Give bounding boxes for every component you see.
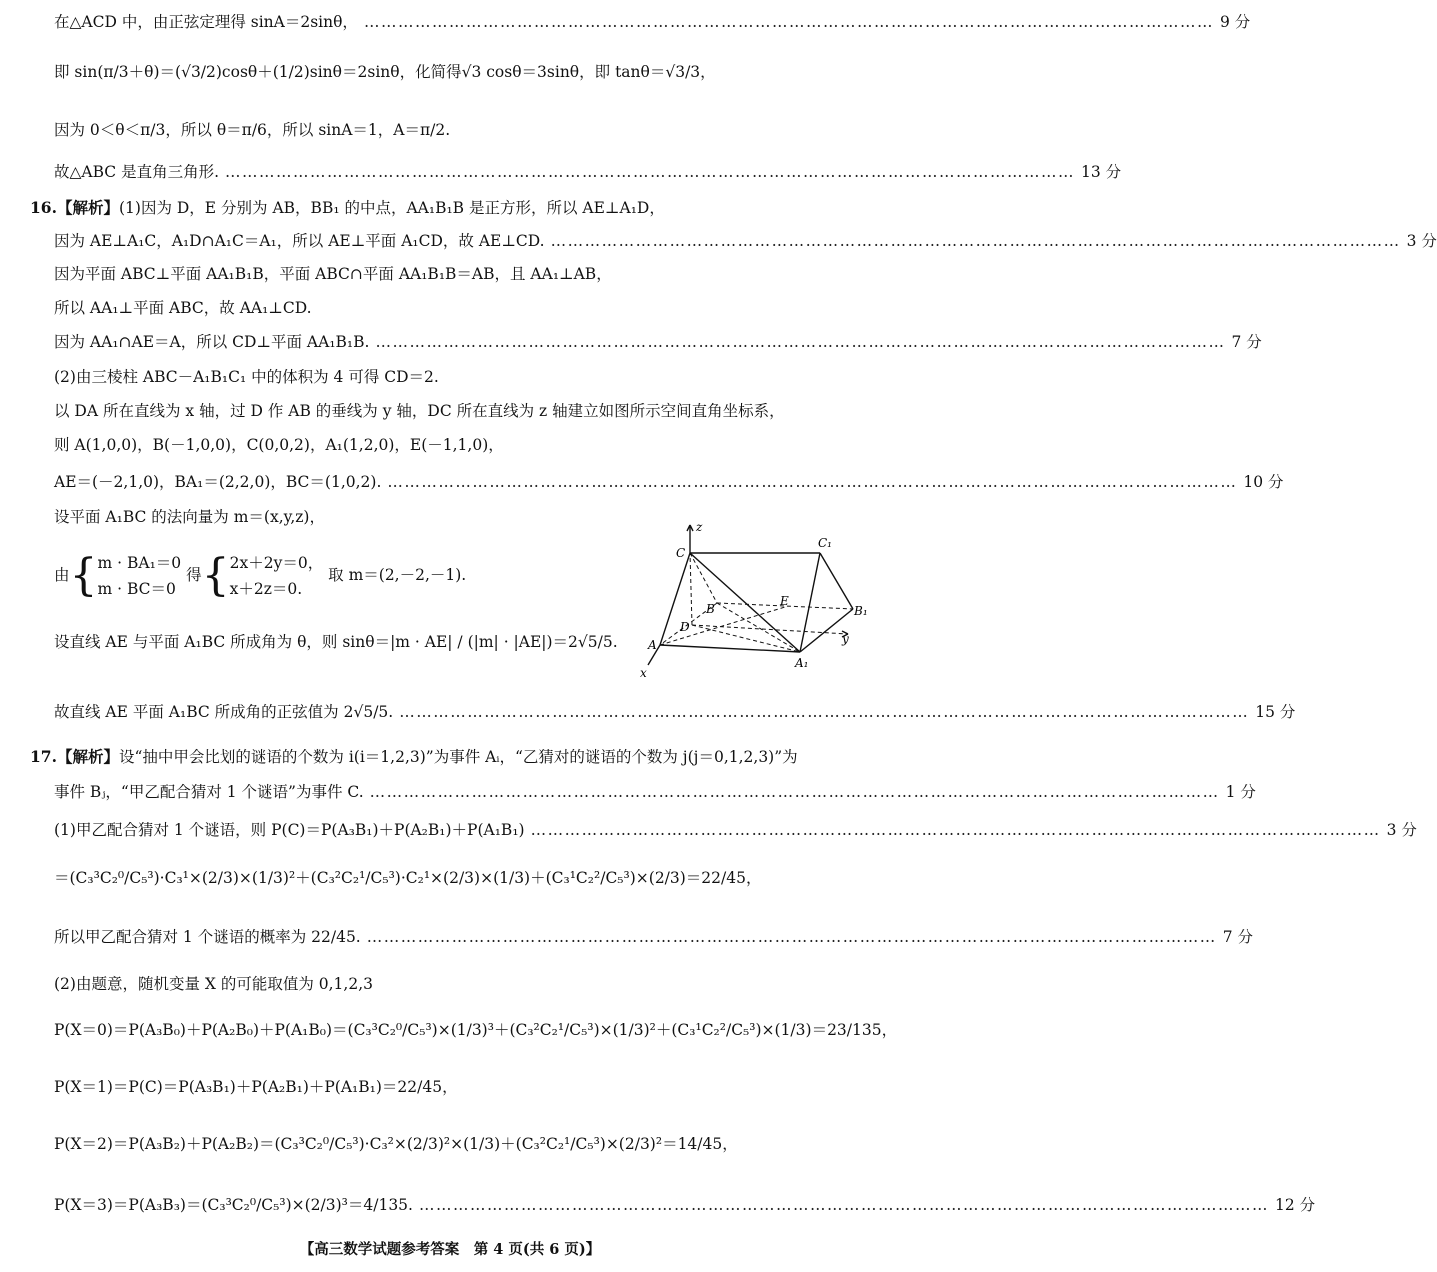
answer-line <box>54 296 870 320</box>
line-text: 设平面 A₁BC 的法向量为 m＝(x,y,z)， <box>54 508 325 526</box>
brace-icon: { <box>69 550 98 601</box>
system-left <box>98 550 182 602</box>
answer-line <box>54 160 1122 184</box>
line-text: P(X＝0)＝P(A₃B₀)＋P(A₂B₀)＋P(A₁B₀)＝(C₃³C₂⁰/C₅³)×(1/3)³＋(C₃²C₂¹/C₅³)×(1/3)²＋(C₃¹C₂²/C₅³)×(1/3)＝23/135， <box>54 1021 898 1039</box>
leader-dots: …………………………………………………………………………………………………………………………………… <box>363 13 1214 31</box>
answer-line <box>54 365 870 389</box>
line-text: 即 sin(π/3＋θ)＝(√3/2)cosθ＋(1/2)sinθ＝2sinθ，化简得√3 cosθ＝3sinθ，即 tanθ＝√3/3， <box>54 63 716 81</box>
system-right <box>230 550 324 602</box>
answer-line <box>54 925 1254 949</box>
line-text: 故△ABC 是直角三角形. <box>54 163 220 181</box>
brace-icon: { <box>201 550 230 601</box>
leader-dots: …………………………………………………………………………………………………………………………………… <box>375 333 1226 351</box>
answer-line <box>54 330 1262 354</box>
fig-label: z <box>696 520 703 534</box>
line-text: 因为平面 ABC⊥平面 AA₁B₁B，平面 ABC∩平面 AA₁B₁B＝AB，且 AA₁⊥AB， <box>54 265 612 283</box>
fig-label: A₁ <box>795 656 809 670</box>
score-label: 3 分 <box>1406 232 1437 250</box>
answer-line <box>54 866 870 890</box>
answer-line <box>54 1132 870 1156</box>
fig-label: E <box>780 594 789 608</box>
fig-label: A <box>648 638 657 652</box>
equation-system <box>54 545 610 605</box>
line-text: P(X＝2)＝P(A₃B₂)＋P(A₂B₂)＝(C₃³C₂⁰/C₅³)·C₃²×(2/3)²×(1/3)＋(C₃²C₂¹/C₅³)×(2/3)²＝14/45， <box>54 1135 738 1153</box>
leader-dots: …………………………………………………………………………………………………………………………………… <box>530 821 1381 839</box>
answer-line <box>54 818 1417 842</box>
fig-label: C₁ <box>818 536 832 550</box>
fig-label: y <box>842 632 849 646</box>
score-label: 7 分 <box>1231 333 1262 351</box>
leader-dots: …………………………………………………………………………………………………………………………………… <box>387 473 1238 491</box>
line-text: 因为 0＜θ＜π/3，所以 θ＝π/6，所以 sinA＝1，A＝π/2. <box>54 121 451 139</box>
score-label: 10 分 <box>1243 473 1284 491</box>
system-eq: x＋2z＝0. <box>229 580 303 598</box>
solution-tag: 【解析】 <box>56 747 119 766</box>
line-text: 设直线 AE 与平面 A₁BC 所成角为 θ，则 sinθ＝|m · AE| / (|m| · |AE|)＝2√5/5. <box>54 633 618 651</box>
answer-line <box>54 1018 898 1042</box>
answer-line <box>54 229 1437 253</box>
line-text: 得 <box>186 566 202 584</box>
line-text: (2)由题意，随机变量 X 的可能取值为 0,1,2,3 <box>54 975 373 993</box>
leader-dots: …………………………………………………………………………………………………………………………………… <box>418 1196 1269 1214</box>
line-text: P(X＝3)＝P(A₃B₃)＝(C₃³C₂⁰/C₅³)×(2/3)³＝4/135. <box>54 1196 413 1214</box>
line-text: 事件 Bⱼ，“甲乙配合猜对 1 个谜语”为事件 C. <box>54 783 364 801</box>
line-text: 所以 AA₁⊥平面 ABC，故 AA₁⊥CD. <box>54 299 312 317</box>
answer-line <box>54 972 870 996</box>
leader-dots: …………………………………………………………………………………………………………………………………… <box>550 232 1401 250</box>
leader-dots: …………………………………………………………………………………………………………………………………… <box>225 163 1076 181</box>
system-eq: m · BC＝0 <box>97 580 176 598</box>
leader-dots: …………………………………………………………………………………………………………………………………… <box>399 703 1250 721</box>
answer-line <box>54 780 1256 804</box>
problem-16-header <box>30 196 870 220</box>
line-text: 因为 AA₁∩AE＝A，所以 CD⊥平面 AA₁B₁B. <box>54 333 370 351</box>
answer-line <box>54 630 618 654</box>
leader-dots: …………………………………………………………………………………………………………………………………… <box>366 928 1217 946</box>
line-text: 设“抽中甲会比划的谜语的个数为 i(i＝1,2,3)”为事件 Aᵢ，“乙猜对的谜语的个数为 j(j＝0,1,2,3)”为 <box>118 748 798 766</box>
problem-number: 16. <box>30 198 57 217</box>
line-text: ＝(C₃³C₂⁰/C₅³)·C₃¹×(2/3)×(1/3)²＋(C₃²C₂¹/C₅³)·C₂¹×(2/3)×(1/3)＋(C₃¹C₂²/C₅³)×(2/3)＝22/45， <box>54 869 762 887</box>
line-text: 在△ACD 中，由正弦定理得 sinA＝2sinθ， <box>54 13 358 31</box>
answer-line <box>54 700 1296 724</box>
line-text: AE＝(－2,1,0)，BA₁＝(2,2,0)，BC＝(1,0,2). <box>54 473 382 491</box>
score-label: 13 分 <box>1081 163 1122 181</box>
leader-dots: …………………………………………………………………………………………………………………………………… <box>369 783 1220 801</box>
answer-line <box>54 262 870 286</box>
score-label: 1 分 <box>1225 783 1256 801</box>
page-footer: 【高三数学试题参考答案 第 4 页(共 6 页)】 <box>299 1241 601 1258</box>
fig-label: B₁ <box>854 604 868 618</box>
system-eq: 2x＋2y＝0， <box>229 554 324 572</box>
line-text: 以 DA 所在直线为 x 轴，过 D 作 AB 的垂线为 y 轴，DC 所在直线为 z 轴建立如图所示空间直角坐标系， <box>54 402 785 420</box>
problem-17-header <box>30 745 870 769</box>
answer-line <box>54 1075 870 1099</box>
problem-number: 17. <box>30 747 57 766</box>
fig-label: D <box>680 620 690 634</box>
line-text: (1)甲乙配合猜对 1 个谜语，则 P(C)＝P(A₃B₁)＋P(A₂B₁)＋P(A₁B₁) <box>54 821 525 839</box>
answer-line <box>54 470 1284 494</box>
prism-figure <box>630 517 875 682</box>
line-text: 由 <box>54 566 70 584</box>
answer-line <box>54 60 870 84</box>
answer-line <box>54 1193 1316 1217</box>
solution-tag: 【解析】 <box>56 198 119 217</box>
line-text: 因为 AE⊥A₁C，A₁D∩A₁C＝A₁，所以 AE⊥平面 A₁CD，故 AE⊥CD. <box>54 232 545 250</box>
fig-label: x <box>640 666 647 680</box>
line-text: 则 A(1,0,0)，B(－1,0,0)，C(0,0,2)，A₁(1,2,0)，E(－1,1,0)， <box>54 436 504 454</box>
system-eq: m · BA₁＝0 <box>97 554 182 572</box>
answer-line <box>54 399 870 423</box>
answer-line <box>54 118 870 142</box>
line-text: 所以甲乙配合猜对 1 个谜语的概率为 22/45. <box>54 928 361 946</box>
line-text: 故直线 AE 平面 A₁BC 所成角的正弦值为 2√5/5. <box>54 703 394 721</box>
fig-label: C <box>676 546 686 560</box>
answer-line <box>54 433 870 457</box>
score-label: 9 分 <box>1219 13 1251 31</box>
answer-line <box>54 10 1251 34</box>
score-label: 7 分 <box>1222 928 1254 946</box>
score-label: 12 分 <box>1274 1196 1316 1214</box>
line-text: P(X＝1)＝P(C)＝P(A₃B₁)＋P(A₂B₁)＋P(A₁B₁)＝22/45， <box>54 1078 458 1096</box>
fig-label: B <box>706 602 715 616</box>
score-label: 15 分 <box>1255 703 1296 721</box>
line-text: (2)由三棱柱 ABC－A₁B₁C₁ 中的体积为 4 可得 CD＝2. <box>54 368 439 386</box>
line-text: 取 m＝(2,－2,－1). <box>328 566 467 584</box>
line-text: (1)因为 D，E 分别为 AB，BB₁ 的中点，AA₁B₁B 是正方形，所以 AE⊥A₁D， <box>118 199 665 217</box>
score-label: 3 分 <box>1386 821 1417 839</box>
